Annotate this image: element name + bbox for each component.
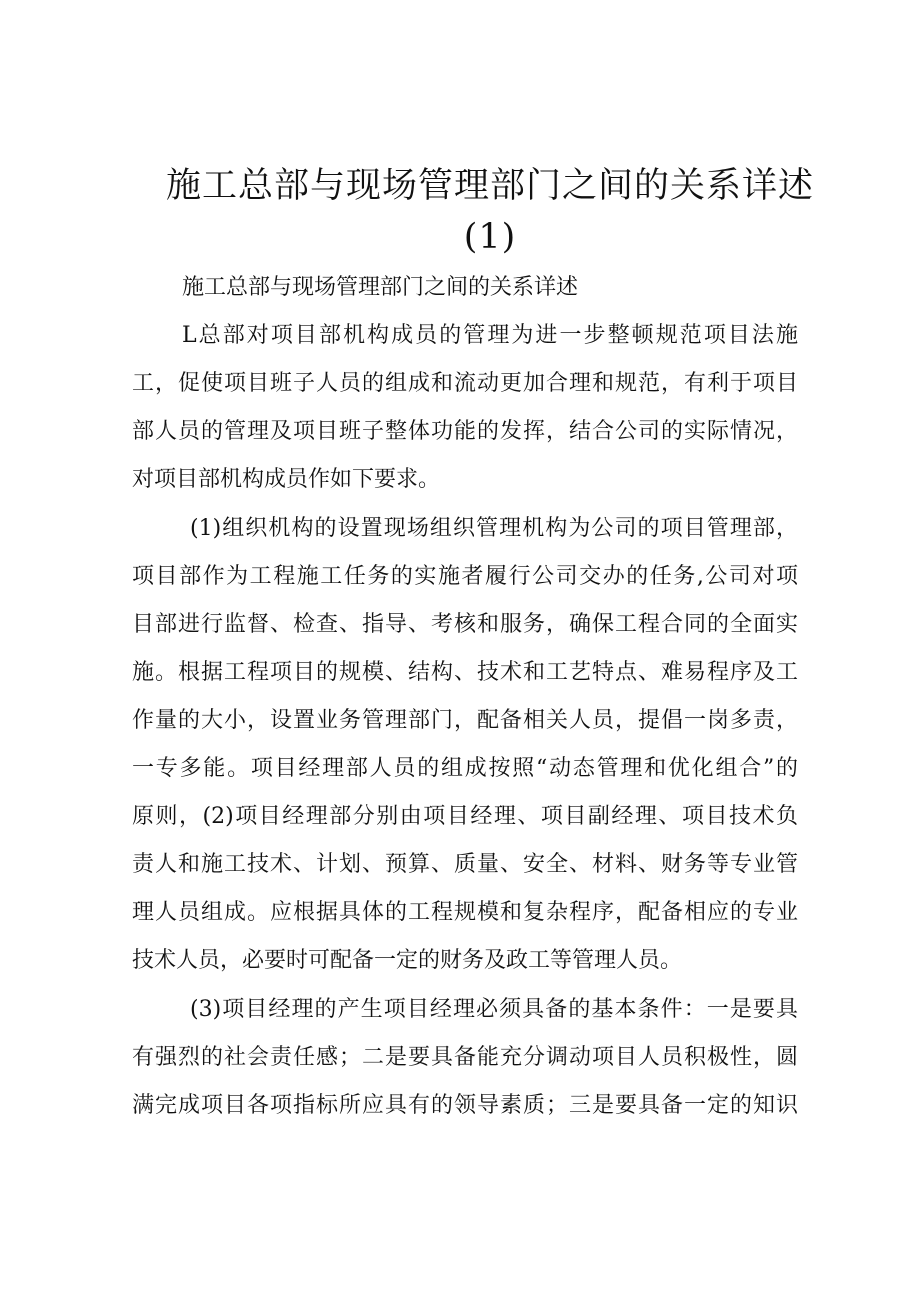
paragraph-line: 满完成项目各项指标所应具有的领导素质；三是要具备一定的知识 [132, 1093, 798, 1118]
document-title-number: (1) [463, 217, 517, 257]
paragraph-line: 技术人员，必要时可配备一定的财务及政工等管理人员。 [132, 948, 683, 973]
paragraph-line: 施。根据工程项目的规模、结构、技术和工艺特点、难易程序及工 [132, 660, 798, 685]
paragraph-line: 作量的大小，设置业务管理部门，配备相关人员，提倡一岗多责， [132, 708, 798, 733]
document-subtitle: 施工总部与现场管理部门之间的关系详述 [182, 275, 579, 300]
paragraph-line: (3)项目经理的产生项目经理必须具备的基本条件：一是要具 [190, 997, 798, 1022]
paragraph-line: 一专多能。项目经理部人员的组成按照“动态管理和优化组合”的 [132, 756, 798, 781]
document-title: 施工总部与现场管理部门之间的关系详述 [165, 166, 814, 206]
paragraph-line: (1)组织机构的设置现场组织管理机构为公司的项目管理部， [190, 516, 798, 541]
paragraph-line: 工，促使项目班子人员的组成和流动更加合理和规范，有利于项目 [132, 371, 798, 396]
paragraph-line: L总部对项目部机构成员的管理为进一步整顿规范项目法施 [182, 323, 798, 348]
paragraph-line: 有强烈的社会责任感；二是要具备能充分调动项目人员积极性，圆 [132, 1045, 798, 1070]
paragraph-line: 原则，(2)项目经理部分别由项目经理、项目副经理、项目技术负 [132, 804, 798, 829]
paragraph-line: 目部进行监督、检查、指导、考核和服务，确保工程合同的全面实 [132, 612, 798, 637]
paragraph-line: 项目部作为工程施工任务的实施者履行公司交办的任务,公司对项 [132, 564, 798, 589]
paragraph-line: 责人和施工技术、计划、预算、质量、安全、材料、财务等专业管 [132, 852, 798, 877]
paragraph-line: 部人员的管理及项目班子整体功能的发挥，结合公司的实际情况， [132, 419, 798, 444]
paragraph-line: 对项目部机构成员作如下要求。 [132, 467, 441, 492]
paragraph-line: 理人员组成。应根据具体的工程规模和复杂程序，配备相应的专业 [132, 900, 798, 925]
